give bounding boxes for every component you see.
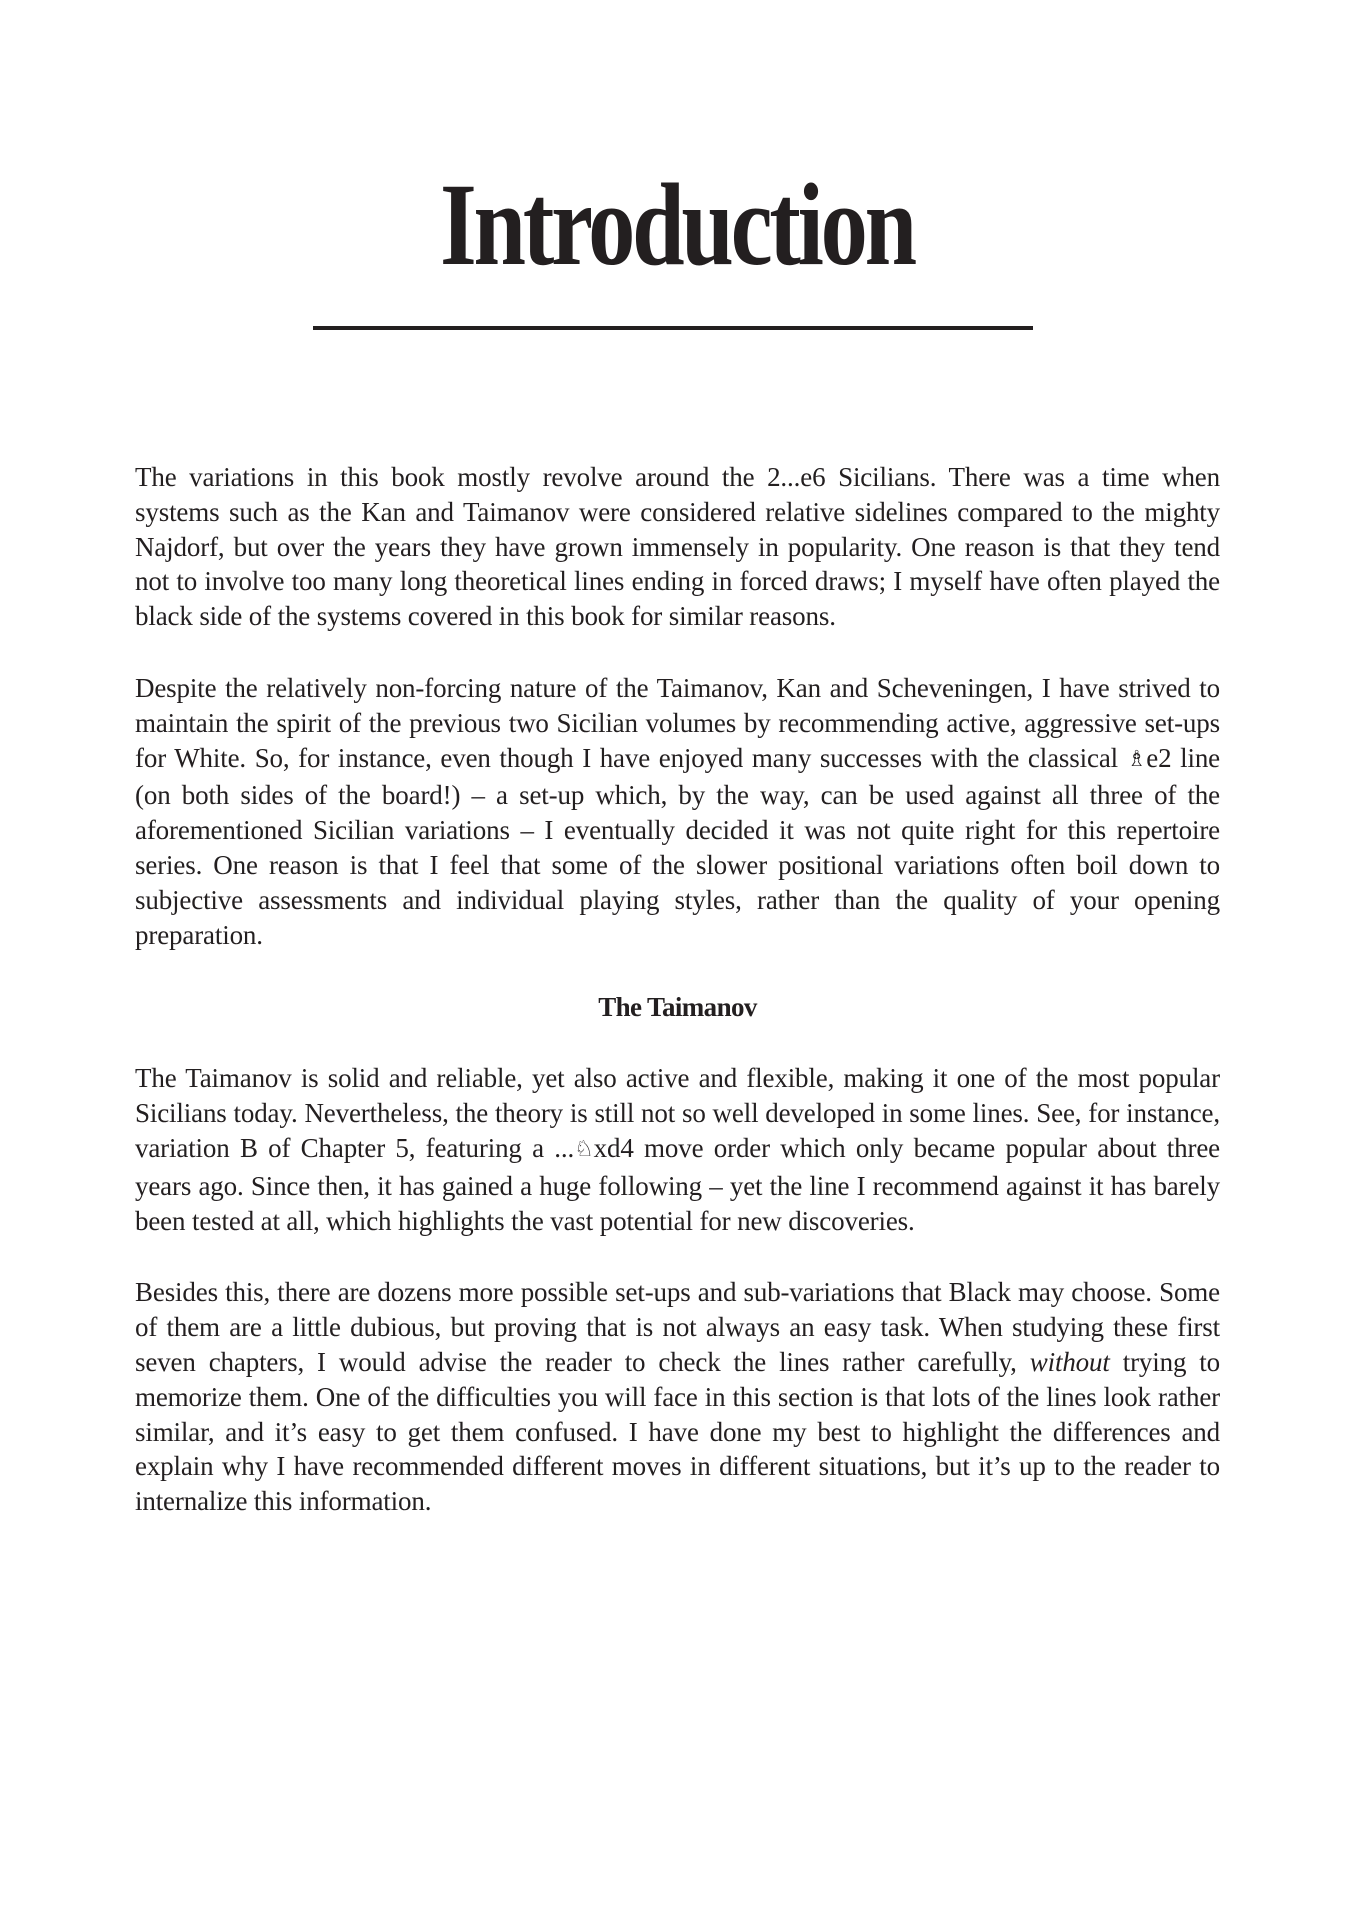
chapter-title: Introduction [440,159,914,290]
knight-figurine-icon: ♘ [574,1136,594,1162]
paragraph-4-text-after: trying to memorize them. One of the difficulties you will face in this section is that lots of the lines look rather similar, and it’s easy to get them confused. I have done my best to highlight the differences and explain why I have recommended different moves in different situations, but it’s up to the reader to internalize this information. [135,1346,1220,1517]
paragraph-2-text-after: e2 line (on both sides of the board!) – a set-up which, by the way, can be used against all three of the aforementioned Sicilian variations – I eventually decided it was not quite right for this repertoire series. One reason is that I feel that some of the slower positional variations often boil down to subjective assessments and individual playing styles, rather than the quality of your opening preparation. [135,742,1221,950]
section-heading-taimanov: The Taimanov [598,992,757,1023]
bishop-figurine-icon: ♗ [1126,746,1147,772]
paragraph-1-text: The variations in this book mostly revolve around the 2...e6 Sicilians. There was a time when systems such as the Kan and Taimanov were considered relative sidelines compared to the mighty Najdorf, but over the years they have grown immensely in popularity. One reason is that they tend not to involve too many long theoretical lines ending in forced draws; I myself have often played the black side of the systems covered in this book for similar reasons. [135,462,1220,632]
paragraph-3-text-after: xd4 move order which only became popular about three years ago. Since then, it has gained a huge following – yet the line I recommend against it has barely been tested at all, which highlights the vast potential for new discoveries. [135,1132,1220,1236]
emphasis-without: without [1029,1346,1110,1377]
paragraph-3-text-before: The Taimanov is solid and reliable, yet also active and flexible, making it one of the most popular Sicilians today. Nevertheless, the theory is still not so well developed in some lines. See, for instance, variation B of Chapter 5, featuring a ... [135,1063,1220,1163]
paragraph-2-text-before: Despite the relatively non-forcing nature of the Taimanov, Kan and Scheveningen, I have strived to maintain the spirit of the previous two Sicilian volumes by recommending active, aggressive set-ups for White. So, for instance, even though I have enjoyed many successes with the classical [135,672,1220,773]
paragraph-4 [135,1275,1220,1519]
body-text [135,460,1220,1556]
paragraph-2 [135,671,1220,952]
title-divider [313,326,1033,330]
paragraph-3 [135,1061,1220,1238]
paragraph-4-text-before: Besides this, there are dozens more possible set-ups and sub-variations that Black may choose. Some of them are a little dubious, but proving that is not always an easy task. When studying these first seven chapters, I would advise the reader to check the lines rather carefully, [135,1277,1220,1377]
paragraph-1 [135,460,1220,634]
